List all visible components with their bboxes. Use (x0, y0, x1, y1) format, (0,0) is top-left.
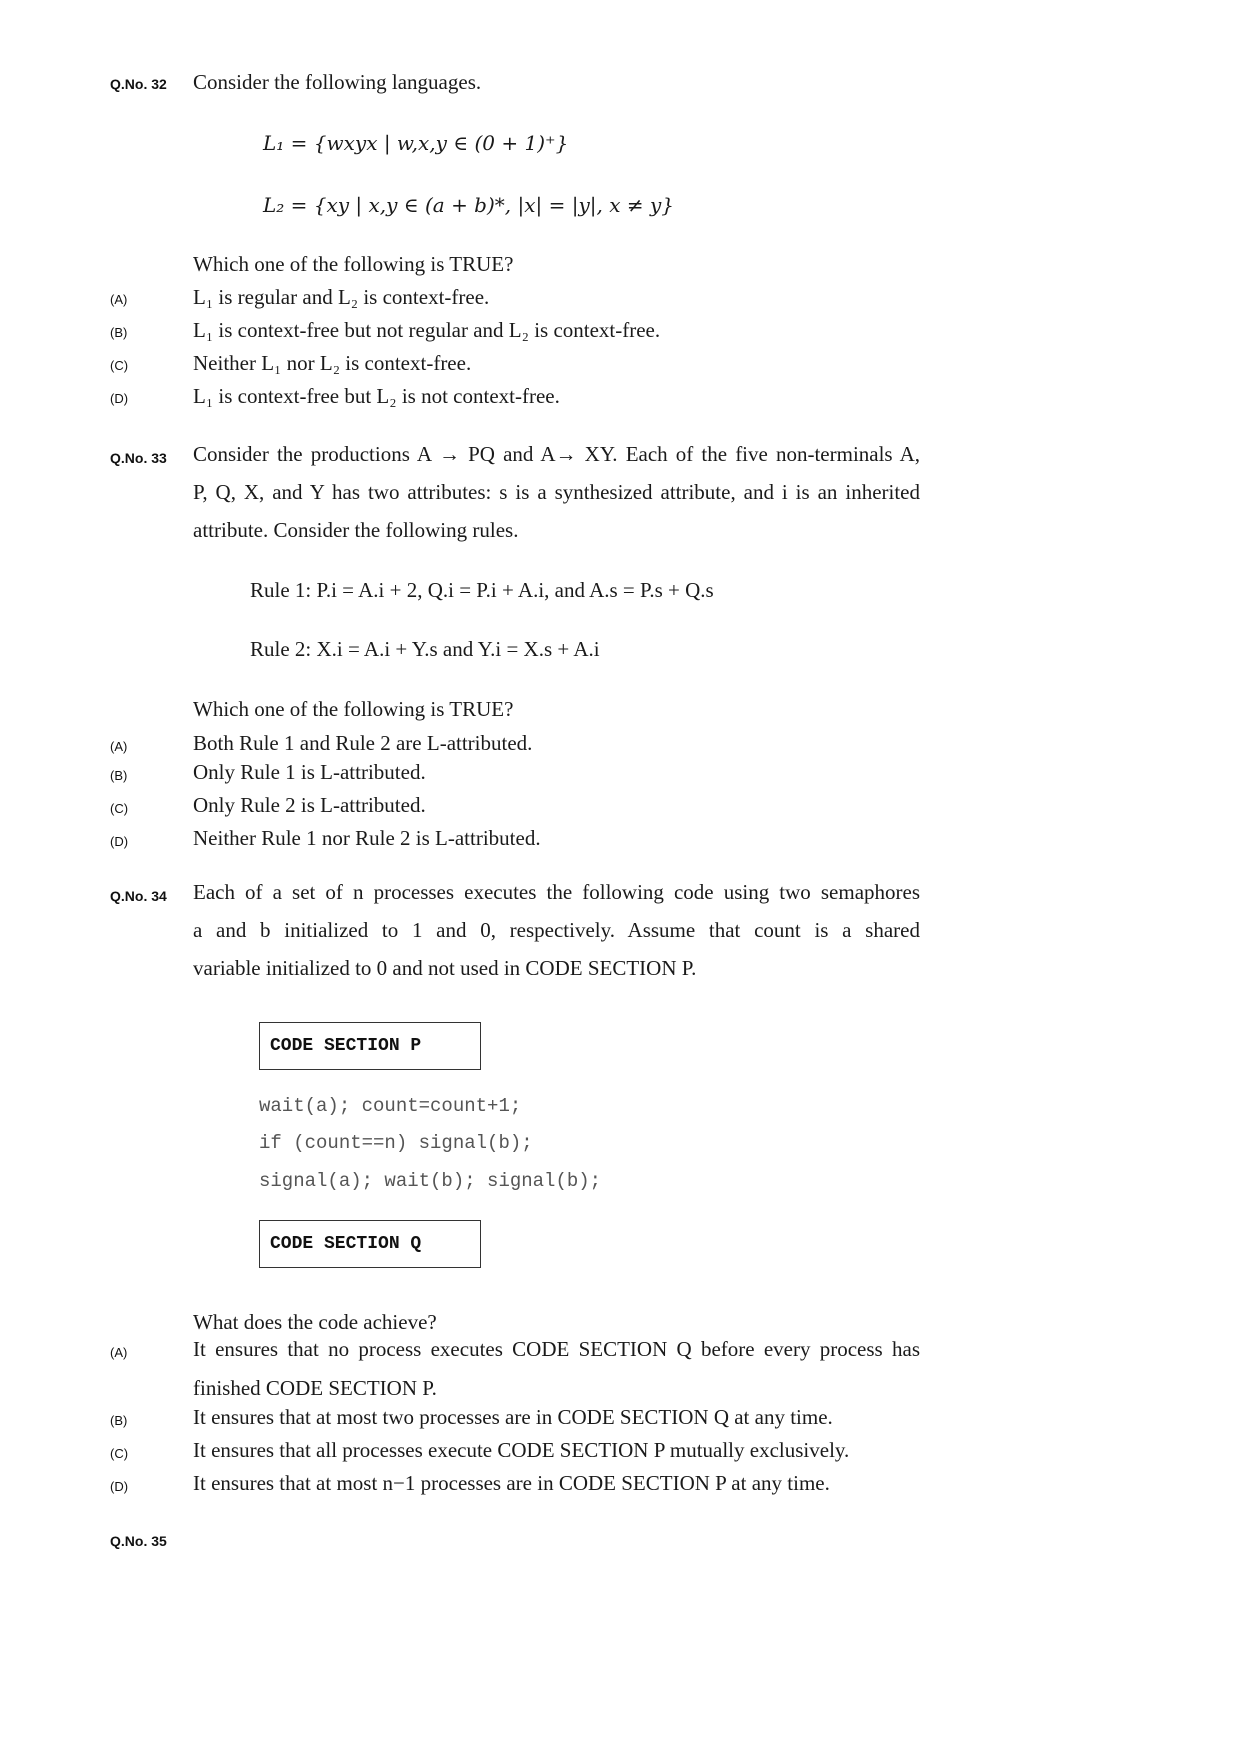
question-number-32: Q.No. 32 (110, 76, 167, 92)
q33-stem-line-1: Consider the productions A → PQ and A→ XY. Each of the five non-terminals A, (193, 442, 920, 466)
q34-option-d-text: It ensures that at most n−1 processes are in CODE SECTION P at any time. (193, 1471, 830, 1495)
q34-option-c-label: (C) (110, 1446, 129, 1461)
q32-option-a-text: L₁ is regular and L₂ is context-free. (193, 285, 490, 309)
q34-question: What does the code achieve? (193, 1310, 437, 1334)
q33-option-b-text: Only Rule 1 is L-attributed. (193, 760, 426, 784)
q34-stem-line-1: Each of a set of n processes executes the following code using two semaphores (193, 880, 920, 904)
question-number-34: Q.No. 34 (110, 888, 167, 904)
q33-stem-line-3: attribute. Consider the following rules. (193, 518, 519, 542)
code-line-3: signal(a); wait(b); signal(b); (259, 1170, 602, 1192)
q32-option-d-label: (D) (110, 391, 129, 406)
q32-language-l1: L₁ = {wxyx | w,x,y ∈ (0 + 1)⁺} (263, 131, 569, 155)
q33-option-c-label: (C) (110, 801, 129, 816)
q34-option-c-text: It ensures that all processes execute CODE SECTION P mutually exclusively. (193, 1438, 850, 1462)
q33-option-d-text: Neither Rule 1 nor Rule 2 is L-attributed. (193, 826, 541, 850)
q32-option-a-label: (A) (110, 292, 128, 307)
q33-stem (193, 435, 920, 549)
q34-option-b-label: (B) (110, 1413, 128, 1428)
q32-question: Which one of the following is TRUE? (193, 252, 514, 276)
code-line-1: wait(a); count=count+1; (259, 1095, 522, 1117)
q34-stem-line-2: a and b initialized to 1 and 0, respectively. Assume that count is a shared (193, 918, 920, 942)
q32-option-b-label: (B) (110, 325, 128, 340)
code-section-q-box: CODE SECTION Q (259, 1220, 481, 1268)
code-line-2: if (count==n) signal(b); (259, 1132, 533, 1154)
q33-option-c-text: Only Rule 2 is L-attributed. (193, 793, 426, 817)
q33-stem-line-2: P, Q, X, and Y has two attributes: s is a synthesized attribute, and i is an inherited (193, 480, 920, 504)
question-number-35: Q.No. 35 (110, 1533, 167, 1549)
q33-rule-2: Rule 2: X.i = A.i + Y.s and Y.i = X.s + A.i (250, 637, 600, 661)
q33-option-a-label: (A) (110, 739, 128, 754)
q32-language-l2: L₂ = {xy | x,y ∈ (a + b)*, |x| = |y|, x ≠ y} (263, 193, 674, 217)
q34-option-a-text: It ensures that no process executes CODE SECTION Q before every process has (193, 1337, 920, 1361)
q33-option-b-label: (B) (110, 768, 128, 783)
q32-option-c-text: Neither L₁ nor L₂ is context-free. (193, 351, 472, 375)
q33-rule-1: Rule 1: P.i = A.i + 2, Q.i = P.i + A.i, and A.s = P.s + Q.s (250, 578, 714, 602)
question-number-33: Q.No. 33 (110, 450, 167, 466)
q32-option-d-text: L₁ is context-free but L₂ is not context-free. (193, 384, 560, 408)
q34-option-a-label: (A) (110, 1345, 128, 1360)
q33-option-a-text: Both Rule 1 and Rule 2 are L-attributed. (193, 731, 533, 755)
q32-option-c-label: (C) (110, 358, 129, 373)
q34-option-d-label: (D) (110, 1479, 129, 1494)
q33-question: Which one of the following is TRUE? (193, 697, 514, 721)
q34-option-a-text-continued: finished CODE SECTION P. (193, 1376, 437, 1400)
q34-option-b-text: It ensures that at most two processes are in CODE SECTION Q at any time. (193, 1405, 833, 1429)
q32-option-b-text: L₁ is context-free but not regular and L₂ is context-free. (193, 318, 661, 342)
code-section-p-box: CODE SECTION P (259, 1022, 481, 1070)
q34-stem (193, 873, 920, 987)
q34-stem-line-3: variable initialized to 0 and not used in CODE SECTION P. (193, 956, 697, 980)
q33-option-d-label: (D) (110, 834, 129, 849)
q32-stem: Consider the following languages. (193, 70, 482, 94)
